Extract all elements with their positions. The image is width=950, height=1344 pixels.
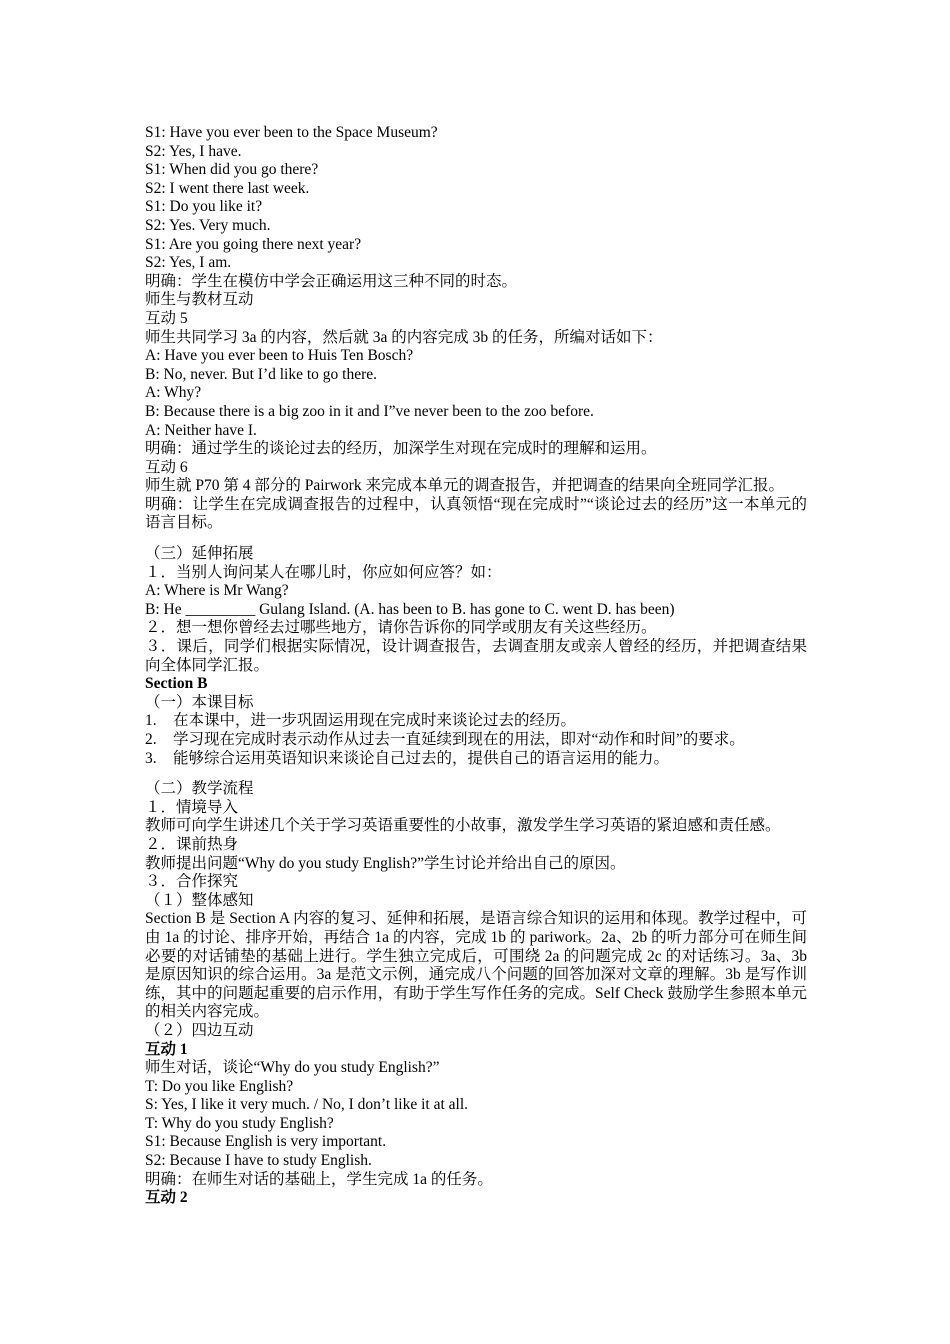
- paragraph: 教师可向学生讲述几个关于学习英语重要性的小故事，激发学生学习英语的紧迫感和责任感。: [145, 817, 781, 835]
- document-page: [145, 124, 807, 1208]
- dialogue-line: S1: Are you going there next year?: [145, 235, 362, 253]
- activity-heading: 互动 6: [145, 458, 188, 476]
- list-text: 能够综合运用英语知识来谈论自己过去的，提供自己的语言运用的能力。: [173, 749, 670, 767]
- clarification-note: 明确：学生在模仿中学会正确运用这三种不同的时态。: [145, 272, 518, 290]
- list-item: [145, 750, 807, 769]
- activity-heading: 互动 1: [145, 1040, 188, 1058]
- clarification-note: 明确：让学生在完成调查报告的过程中，认真领悟“现在完成时”“谈论过去的经历”这一本单元的语言目标。: [145, 495, 807, 532]
- step-heading: ２．课前热身: [145, 835, 239, 853]
- section-title: Section B: [145, 675, 208, 693]
- paragraph: 师生就 P70 第 4 部分的 Pairwork 来完成本单元的调查报告，并把调查的结果向全班同学汇报。: [145, 477, 784, 495]
- exercise-line: B: He _________ Gulang Island. (A. has been to B. has gone to C. went D. has been): [145, 600, 675, 618]
- dialogue-line: B: No, never. But I’d like to go there.: [145, 365, 378, 383]
- section-heading: 师生与教材互动: [145, 291, 254, 309]
- dialogue-line: S2: Yes. Very much.: [145, 216, 271, 234]
- list-text: 学习现在完成时表示动作从过去一直延续到现在的用法，即对“动作和时间”的要求。: [173, 731, 745, 748]
- dialogue-line: S2: Yes, I am.: [145, 254, 232, 272]
- list-item: [145, 712, 807, 731]
- clarification-note: 明确：在师生对话的基础上，学生完成 1a 的任务。: [145, 1170, 493, 1188]
- step-heading: ３．合作探究: [145, 873, 239, 891]
- dialogue-line: S2: Yes, I have.: [145, 142, 242, 160]
- list-number: 2.: [145, 731, 157, 748]
- exercise-item: ２．想一想你曾经去过哪些地方，请你告诉你的同学或朋友有关这些经历。: [145, 619, 657, 637]
- dialogue-line: A: Have you ever been to Huis Ten Bosch?: [145, 347, 414, 365]
- step-heading: １．情境导入: [145, 798, 239, 816]
- dialogue-line: S2: Because I have to study English.: [145, 1152, 372, 1170]
- dialogue-line: T: Do you like English?: [145, 1077, 294, 1095]
- section-heading: （三）延伸拓展: [145, 545, 254, 563]
- dialogue-line: S2: I went there last week.: [145, 179, 310, 197]
- exercise-item: １．当别人询问某人在哪儿时，你应如何应答？如：: [145, 563, 502, 581]
- dialogue-line: S1: Because English is very important.: [145, 1133, 387, 1151]
- exercise-item: ３．课后，同学们根据实际情况，设计调查报告，去调查朋友或亲人曾经的经历，并把调查结果向全体同学汇报。: [145, 638, 807, 674]
- paragraph: 师生共同学习 3a 的内容，然后就 3a 的内容完成 3b 的任务，所编对话如下：: [145, 328, 663, 346]
- activity-heading: 互动 2: [145, 1189, 188, 1207]
- list-text: 在本课中，进一步巩固运用现在完成时来谈论过去的经历。: [173, 712, 577, 730]
- sub-heading: （１）整体感知: [145, 891, 254, 909]
- exercise-line: A: Where is Mr Wang?: [145, 582, 289, 600]
- sub-heading: （２）四边互动: [145, 1021, 254, 1039]
- dialogue-line: S1: Do you like it?: [145, 198, 263, 216]
- dialogue-line: T: Why do you study English?: [145, 1114, 334, 1132]
- paragraph: 师生对话，谈论“Why do you study English?”: [145, 1059, 440, 1077]
- dialogue-line: A: Neither have I.: [145, 421, 257, 439]
- dialogue-line: A: Why?: [145, 384, 202, 402]
- activity-heading: 互动 5: [145, 309, 188, 327]
- dialogue-line: S1: When did you go there?: [145, 161, 319, 179]
- paragraph: Section B 是 Section A 内容的复习、延伸和拓展，是语言综合知识的运用和体现。教学过程中，可由 1a 的讨论、排序开始，再结合 1a 的内容，完成 1b 的 pariwork。2a、2b 的听力部分可在师生间必要的对话铺垫的基础上进行。学生独立完成后，可围绕 2a 的问题完成 2c 的对话练习。3a、3b 是原因知识的综合运用。3a 是范文示例，通完成八个问题的回答加深对文章的理解。3b 是写作训练，其中的问题起重要的启示作用，有助于学生写作任务的完成。Self Check 鼓励学生参照本单元的相关内容完成。: [145, 910, 807, 1021]
- dialogue-line: S: Yes, I like it very much. / No, I don’t like it at all.: [145, 1096, 469, 1114]
- section-heading: （一）本课目标: [145, 693, 254, 711]
- dialogue-line: B: Because there is a big zoo in it and I”ve never been to the zoo before.: [145, 402, 594, 420]
- dialogue-line: S1: Have you ever been to the Space Museum?: [145, 124, 438, 141]
- list-number: 3.: [145, 749, 157, 767]
- list-item: [145, 731, 807, 750]
- section-heading: （二）教学流程: [145, 780, 254, 798]
- list-number: 1.: [145, 712, 157, 730]
- paragraph: 教师提出问题“Why do you study English?”学生讨论并给出自己的原因。: [145, 854, 626, 872]
- clarification-note: 明确：通过学生的谈论过去的经历，加深学生对现在完成时的理解和运用。: [145, 440, 657, 458]
